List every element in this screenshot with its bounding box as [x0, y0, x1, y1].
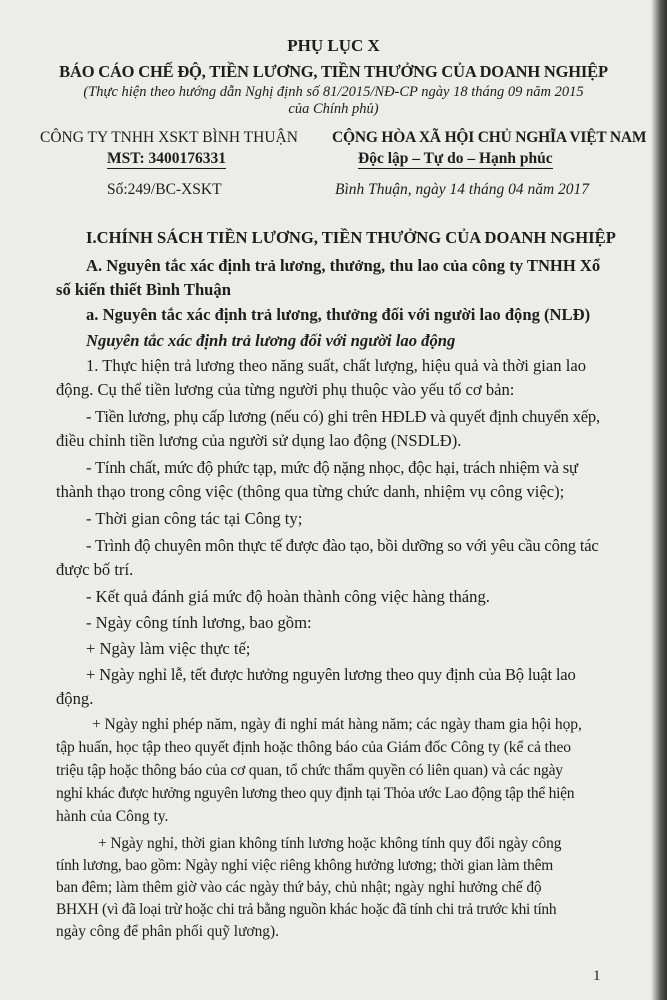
paragraph-8: + Ngày làm việc thực tế;: [86, 639, 251, 658]
paragraph-5-line1: - Trình độ chuyên môn thực tế được đào tạo, bồi dưỡng so với yêu cầu công tác: [86, 536, 599, 555]
page-edge-shadow: [651, 0, 667, 1000]
heading-a-sub: a. Nguyên tắc xác định trả lương, thưởng đối với người lao động (NLĐ): [86, 305, 591, 324]
paragraph-11-line1: + Ngày nghỉ, thời gian không tính lương hoặc không tính quy đổi ngày công: [98, 835, 562, 852]
paragraph-10-line5: hành của Công ty.: [56, 808, 169, 825]
paragraph-9-line2: động.: [56, 689, 94, 708]
heading-a-line2: số kiến thiết Bình Thuận: [56, 280, 231, 299]
paragraph-1-line1: 1. Thực hiện trả lương theo năng suất, chất lượng, hiệu quả và thời gian lao: [86, 356, 586, 375]
paragraph-5-line2: được bố trí.: [56, 560, 134, 579]
page-number: 1: [593, 968, 601, 984]
company-name: CÔNG TY TNHH XSKT BÌNH THUẬN: [40, 129, 298, 146]
paragraph-10-line4: nghỉ khác được hưởng nguyên lương theo quy định tại Thỏa ước Lao động tập thể hiện: [56, 785, 575, 802]
report-subtitle-line2: của Chính phủ): [288, 101, 379, 117]
appendix-label: PHỤ LỤC X: [287, 36, 380, 55]
report-title: BÁO CÁO CHẾ ĐỘ, TIỀN LƯƠNG, TIỀN THƯỞNG CỦA DOANH NGHIỆP: [59, 62, 608, 81]
place-and-date: Bình Thuận, ngày 14 tháng 04 năm 2017: [335, 181, 590, 198]
paragraph-11-line4: BHXH (vì đã loại trừ hoặc chi trả bằng nguồn khác hoặc đã tính chi trả trước khi tính: [56, 901, 557, 918]
paragraph-11-line2: tính lương, bao gồm: Ngày nghỉ việc riêng không hưởng lương; thời gian làm thêm: [56, 857, 554, 874]
paragraph-6: - Kết quả đánh giá mức độ hoàn thành công việc hàng tháng.: [86, 587, 490, 606]
national-title: CỘNG HÒA XÃ HỘI CHỦ NGHĨA VIỆT NAM: [332, 129, 647, 146]
national-motto: Độc lập – Tự do – Hạnh phúc: [358, 150, 553, 167]
paragraph-1-line2: động. Cụ thể tiền lương của từng người phụ thuộc vào yếu tố cơ bản:: [56, 380, 515, 399]
paragraph-10-line2: tập huấn, học tập theo quyết định hoặc thông báo của Giám đốc Công ty (kể cả theo: [56, 739, 572, 756]
tax-code: MST: 3400176331: [107, 150, 226, 167]
paragraph-11-line3: ban đêm; làm thêm giờ vào các ngày thứ bảy, chủ nhật; ngày nghỉ hưởng chế độ: [56, 879, 542, 896]
paragraph-4: - Thời gian công tác tại Công ty;: [86, 509, 303, 528]
document-number: Số:249/BC-XSKT: [107, 181, 222, 198]
italic-heading: Nguyên tắc xác định trả lương đối với người lao động: [86, 331, 456, 350]
paragraph-7: - Ngày công tính lương, bao gồm:: [86, 613, 312, 632]
report-subtitle-line1: (Thực hiện theo hướng dẫn Nghị định số 81/2015/NĐ-CP ngày 18 tháng 09 năm 2015: [83, 84, 584, 100]
paragraph-3-line2: thành thạo trong công việc (thông qua từng chức danh, nhiệm vụ công việc);: [56, 482, 565, 501]
paragraph-2-line1: - Tiền lương, phụ cấp lương (nếu có) ghi trên HĐLĐ và quyết định chuyển xếp,: [86, 407, 600, 426]
section-title: I.CHÍNH SÁCH TIỀN LƯƠNG, TIỀN THƯỞNG CỦA DOANH NGHIỆP: [86, 228, 616, 247]
paragraph-10-line3: triệu tập hoặc thông báo của cơ quan, tổ chức thẩm quyền có liên quan) và các ngày: [56, 762, 563, 779]
heading-a-line1: A. Nguyên tắc xác định trả lương, thưởng, thu lao của công ty TNHH Xổ: [86, 256, 601, 275]
paragraph-3-line1: - Tính chất, mức độ phức tạp, mức độ nặng nhọc, độc hại, trách nhiệm và sự: [86, 458, 578, 477]
paragraph-2-line2: điều chỉnh tiền lương của người sử dụng lao động (NSDLĐ).: [56, 431, 462, 450]
paragraph-11-line5: ngày công để phân phối quỹ lương).: [56, 923, 279, 940]
paragraph-9-line1: + Ngày nghỉ lễ, tết được hưởng nguyên lương theo quy định của Bộ luật lao: [86, 665, 576, 684]
paragraph-10-line1: + Ngày nghỉ phép năm, ngày đi nghỉ mát hàng năm; các ngày tham gia hội họp,: [92, 716, 582, 733]
